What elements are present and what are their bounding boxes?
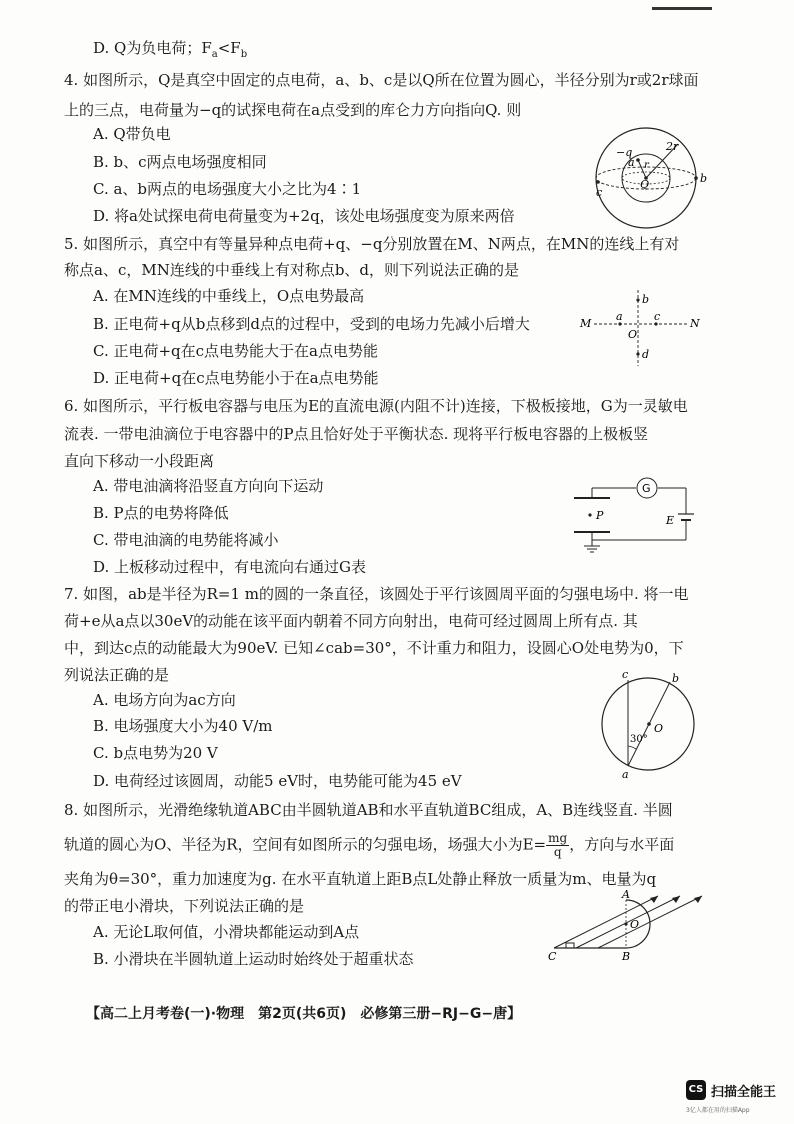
fig4-label-a: a (628, 156, 635, 169)
brand-tagline: 3亿人都在用的扫描App (686, 1107, 750, 1114)
q8-option-b: B. 小滑块在半圆轨道上运动时始终处于超重状态 (93, 950, 414, 968)
q8-field-fraction: $\frac{mg}{q}$ (548, 831, 568, 859)
fig6-label-G: G (642, 482, 651, 495)
fig5-label-N: N (690, 317, 700, 330)
fig7-label-angle: 30° (630, 734, 648, 745)
q8-option-a: A. 无论L取何值，小滑块都能运动到A点 (93, 923, 360, 941)
q7-stem-line1: 7. 如图，ab是半径为R=1 m的圆的一条直径，该圆处于平行该圆周平面的匀强电场中. 将一电 (64, 585, 689, 603)
q6-option-d: D. 上板移动过程中，有电流向右通过G表 (93, 558, 367, 576)
q6-stem-line1: 6. 如图所示，平行板电容器与电压为E的直流电源(内阻不计)连接，下极板接地，G为一灵敏电 (64, 397, 688, 415)
fig-q5-charges (576, 286, 706, 376)
q6-stem-line2: 流表. 一带电油滴位于电容器中的P点且恰好处于平衡状态. 现将平行板电容器的上极板竖 (64, 425, 649, 443)
q8-stem-line4: 的带正电小滑块，下列说法正确的是 (64, 897, 305, 915)
scan-edge-mark (652, 7, 712, 10)
q5-stem-line1: 5. 如图所示，真空中有等量异种点电荷+q、−q分别放置在M、N两点，在MN的连线上有对 (64, 235, 680, 253)
q7-stem-line4: 列说法正确的是 (64, 666, 170, 684)
fig-q4-spheres (584, 126, 714, 236)
fig5-label-M: M (580, 317, 592, 330)
fig5-label-b: b (642, 293, 650, 306)
page-footer: 【高二上月考卷(一)·物理 第2页(共6页) 必修第三册−RJ−G−唐】 (86, 1006, 522, 1022)
q5-option-d: D. 正电荷+q在c点电势能小于在a点电势能 (93, 369, 379, 387)
fig5-label-a: a (616, 310, 623, 323)
fig5-label-c: c (654, 310, 661, 323)
fig8-label-O: O (630, 918, 640, 931)
q5-option-c: C. 正电荷+q在c点电势能大于在a点电势能 (93, 342, 378, 360)
brand-name: 扫描全能王 (711, 1085, 777, 1100)
fig8-label-B: B (622, 950, 631, 963)
fig-q6-capacitor-circuit (566, 474, 706, 558)
fig6-label-P: P (596, 509, 604, 522)
q4-option-a: A. Q带负电 (93, 125, 171, 143)
q5-stem-line2: 称点a、c，MN连线的中垂线上有对称点b、d，则下列说法正确的是 (64, 261, 520, 279)
fig6-label-E: E (666, 514, 675, 527)
fig7-label-b: b (672, 672, 680, 685)
q4-stem-line1: 4. 如图所示，Q是真空中固定的点电荷，a、b、c是以Q所在位置为圆心，半径分别为r或2r球面 (64, 71, 699, 89)
fig7-label-O: O (654, 722, 664, 735)
q7-option-a: A. 电场方向为ac方向 (93, 691, 236, 709)
q6-stem-line3: 直向下移动一小段距离 (64, 452, 215, 470)
fig4-label-b: b (700, 172, 708, 185)
fig5-label-d: d (642, 348, 650, 361)
fig4-label-minus-q: −q (616, 146, 633, 159)
fig-q7-circle (590, 670, 700, 780)
q4-option-c: C. a、b两点的电场强度大小之比为4∶1 (93, 180, 362, 198)
q8-stem-line2: 轨道的圆心为O、半径为R，空间有如图所示的匀强电场，场强大小为E= $\frac{mg}{q}$ ，方向与水平面 (64, 831, 675, 859)
fig7-label-a: a (622, 768, 629, 780)
q6-option-c: C. 带电油滴的电势能将减小 (93, 531, 279, 549)
fig4-label-Q: Q (640, 178, 650, 191)
fig7-label-c: c (622, 670, 629, 681)
fig8-label-C: C (548, 950, 557, 963)
q7-option-c: C. b点电势为20 V (93, 744, 218, 762)
q6-option-a: A. 带电油滴将沿竖直方向向下运动 (93, 477, 324, 495)
fig8-label-A: A (622, 890, 630, 901)
q7-stem-line3: 中，到达c点的动能最大为90eV. 已知∠cab=30°，不计重力和阻力，设圆心O处电势为0，下 (64, 639, 684, 657)
q3-option-d: D. Q为负电荷；$F_a<F_b$ (93, 39, 248, 60)
q7-option-d: D. 电荷经过该圆周，动能5 eV时，电势能可能为45 eV (93, 772, 462, 790)
fig-q8-track (540, 890, 710, 970)
q5-option-b: B. 正电荷+q从b点移到d点的过程中，受到的电场力先减小后增大 (93, 315, 530, 333)
q7-stem-line2: 荷+e从a点以30eV的动能在该平面内朝着不同方向射出，电荷可经过圆周上所有点. 其 (64, 612, 638, 630)
q7-option-b: B. 电场强度大小为40 V/m (93, 717, 273, 735)
fig4-label-c: c (596, 186, 603, 199)
q8-stem-line3: 夹角为θ=30°，重力加速度为g. 在水平直轨道上距B点L处静止释放一质量为m、电量为q (64, 870, 657, 888)
q8-stem-line1: 8. 如图所示，光滑绝缘轨道ABC由半圆轨道AB和水平直轨道BC组成，A、B连线竖直. 半圆 (64, 801, 673, 819)
fig4-label-2r: 2r (666, 140, 679, 153)
q4-option-d: D. 将a处试探电荷电荷量变为+2q，该处电场强度变为原来两倍 (93, 207, 515, 225)
q6-option-b: B. P点的电势将降低 (93, 504, 229, 522)
scanner-watermark (686, 1080, 794, 1120)
q4-stem-line2: 上的三点，电荷量为−q的试探电荷在a点受到的库仑力方向指向Q. 则 (64, 101, 522, 119)
q4-option-b: B. b、c两点电场强度相同 (93, 153, 267, 171)
camscanner-logo-icon: CS (686, 1080, 706, 1100)
q5-option-a: A. 在MN连线的中垂线上，O点电势最高 (93, 287, 365, 305)
fig4-label-r: r (644, 160, 649, 171)
fig5-label-O: O (628, 328, 638, 341)
